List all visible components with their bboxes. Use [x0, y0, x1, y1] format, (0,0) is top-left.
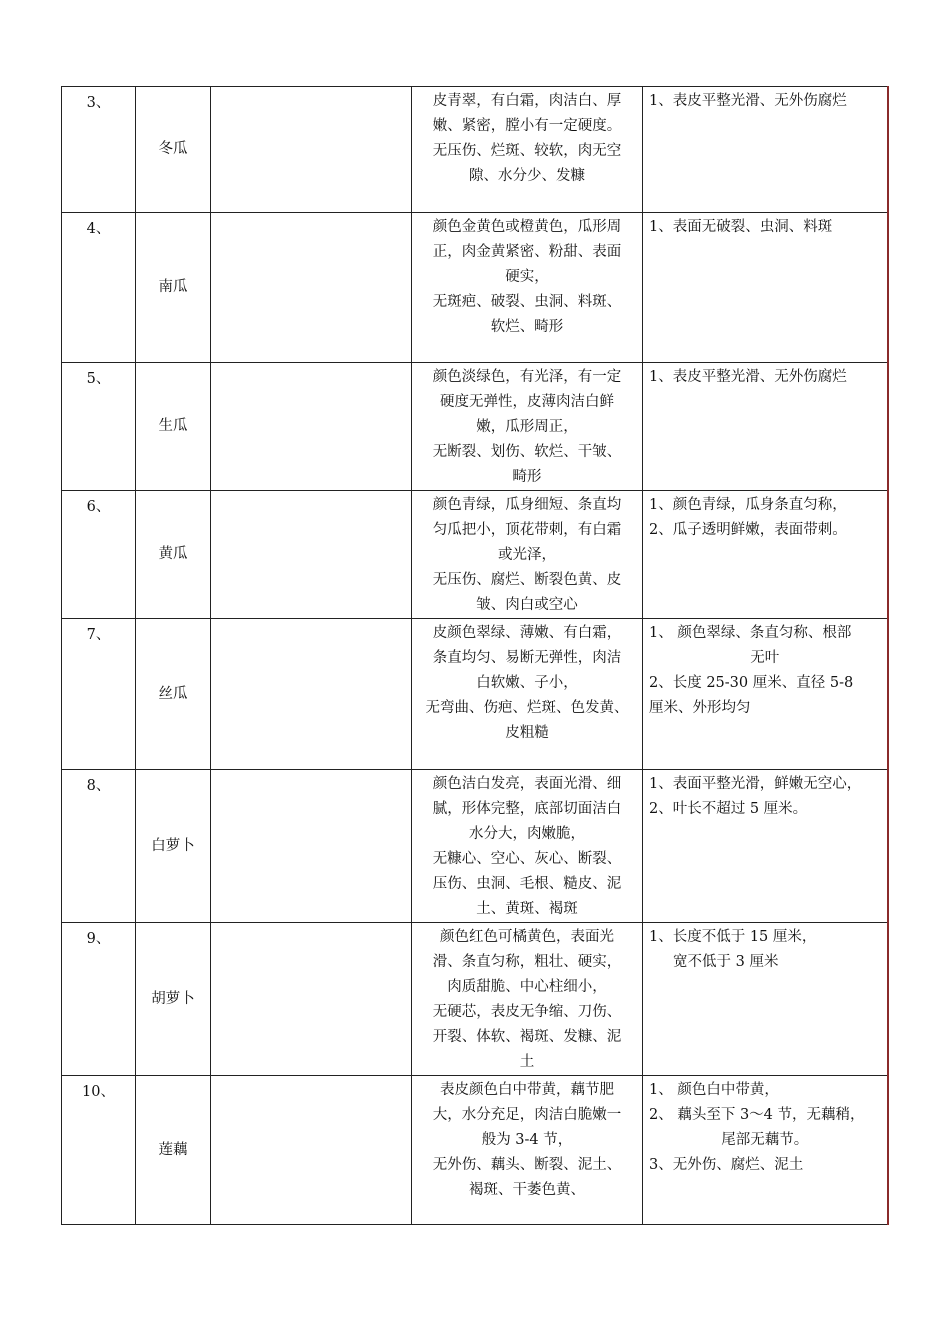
row-number: 10、: [62, 1076, 136, 1225]
desc-line: 畸形: [512, 469, 542, 485]
desc-line: 白软嫩、子小，: [476, 675, 578, 691]
req-line: 1、表皮平整光滑、无外伤腐烂: [649, 93, 847, 109]
table-row: [62, 923, 888, 1076]
desc-line: 无弯曲、伤疤、烂斑、色发黄、: [425, 700, 629, 716]
produce-standard-table: [61, 86, 889, 1225]
desc-line: 褐斑、干萎色黄、: [469, 1182, 585, 1198]
desc-line: 软烂、畸形: [490, 319, 564, 335]
req-line: 1、表面平整光滑，鲜嫩无空心，: [649, 776, 862, 792]
desc-line: 大，水分充足，肉洁白脆嫩一: [432, 1107, 622, 1123]
requirement-cell: [643, 923, 888, 1076]
table-row: [62, 213, 888, 363]
vegetable-name: 生瓜: [136, 363, 211, 491]
req-line: 1、 颜色白中带黄，: [649, 1082, 779, 1098]
requirement-cell: [643, 619, 888, 770]
quality-description: [412, 1076, 643, 1225]
desc-line: 无斑疤、破裂、虫洞、料斑、: [432, 294, 622, 310]
desc-line: 颜色淡绿色，有光泽，有一定: [432, 369, 622, 385]
table-row: [62, 770, 888, 923]
vegetable-name: 冬瓜: [136, 87, 211, 213]
desc-line: 腻，形体完整，底部切面洁白: [432, 801, 622, 817]
quality-description: [412, 213, 643, 363]
desc-line: 无压伤、烂斑、较软，肉无空: [432, 143, 622, 159]
vegetable-name: 莲藕: [136, 1076, 211, 1225]
desc-line: 隙、水分少、发糠: [469, 168, 585, 184]
row-number: 8、: [62, 770, 136, 923]
req-line: 2、 藕头至下 3～4 节，无藕稍，: [649, 1107, 865, 1123]
table-row: [62, 363, 888, 491]
desc-line: 嫩，瓜形周正，: [476, 419, 578, 435]
desc-line: 般为 3-4 节，: [481, 1132, 573, 1148]
vegetable-name: 黄瓜: [136, 491, 211, 619]
desc-line: 无糠心、空心、灰心、断裂、: [432, 851, 622, 867]
desc-line: 正，肉金黄紧密、粉甜、表面: [432, 244, 622, 260]
req-line: 1、表面无破裂、虫洞、料斑: [649, 219, 833, 235]
row-number: 7、: [62, 619, 136, 770]
row-number: 6、: [62, 491, 136, 619]
req-line: 2、叶长不超过 5 厘米。: [649, 801, 808, 817]
row-number: 4、: [62, 213, 136, 363]
requirement-cell: [643, 213, 888, 363]
desc-line: 肉质甜脆、中心柱细小，: [447, 979, 607, 995]
desc-line: 土: [519, 1054, 535, 1070]
empty-cell: [211, 619, 412, 770]
desc-line: 硬实，: [505, 269, 549, 285]
desc-line: 皮颜色翠绿、薄嫩、有白霜，: [432, 625, 622, 641]
req-line: 宽不低于 3 厘米: [673, 954, 779, 970]
vegetable-name: 胡萝卜: [136, 923, 211, 1076]
empty-cell: [211, 87, 412, 213]
desc-line: 嫩、紧密，膛小有一定硬度。: [432, 118, 622, 134]
desc-line: 颜色金黄色或橙黄色，瓜形周: [432, 219, 622, 235]
desc-line: 滑、条直匀称，粗壮、硬实，: [432, 954, 622, 970]
desc-line: 无断裂、划伤、软烂、干皱、: [432, 444, 622, 460]
vegetable-name: 丝瓜: [136, 619, 211, 770]
req-line: 1、 颜色翠绿、条直匀称、根部: [649, 625, 852, 641]
req-line: 1、长度不低于 15 厘米，: [649, 929, 817, 945]
desc-line: 颜色青绿，瓜身细短、条直均: [432, 497, 622, 513]
requirement-cell: [643, 770, 888, 923]
empty-cell: [211, 363, 412, 491]
table-row: [62, 619, 888, 770]
desc-line: 土、黄斑、褐斑: [476, 901, 578, 917]
vegetable-name: 南瓜: [136, 213, 211, 363]
req-line: 尾部无藕节。: [721, 1132, 809, 1148]
row-number: 3、: [62, 87, 136, 213]
desc-line: 皮青翠，有白霜，肉洁白、厚: [432, 93, 622, 109]
desc-line: 无压伤、腐烂、断裂色黄、皮: [432, 572, 622, 588]
empty-cell: [211, 770, 412, 923]
desc-line: 皮粗糙: [505, 725, 549, 741]
desc-line: 无外伤、藕头、断裂、泥土、: [432, 1157, 622, 1173]
empty-cell: [211, 213, 412, 363]
desc-line: 条直均匀、易断无弹性，肉洁: [432, 650, 622, 666]
desc-line: 皱、肉白或空心: [476, 597, 578, 613]
quality-description: [412, 619, 643, 770]
quality-description: [412, 491, 643, 619]
table-row: [62, 491, 888, 619]
req-line: 厘米、外形均匀: [649, 700, 751, 716]
req-line: 无叶: [750, 650, 780, 666]
desc-line: 无硬芯，表皮无争缩、刀伤、: [432, 1004, 622, 1020]
requirement-cell: [643, 1076, 888, 1225]
empty-cell: [211, 1076, 412, 1225]
req-line: 1、表皮平整光滑、无外伤腐烂: [649, 369, 847, 385]
row-number: 5、: [62, 363, 136, 491]
desc-line: 匀瓜把小，顶花带刺，有白霜: [432, 522, 622, 538]
req-line: 1、颜色青绿，瓜身条直匀称，: [649, 497, 847, 513]
requirement-cell: [643, 87, 888, 213]
desc-line: 颜色红色可橘黄色，表面光: [440, 929, 614, 945]
desc-line: 硬度无弹性，皮薄肉洁白鲜: [440, 394, 614, 410]
req-line: 3、无外伤、腐烂、泥土: [649, 1157, 804, 1173]
requirement-cell: [643, 491, 888, 619]
desc-line: 或光泽，: [498, 547, 556, 563]
quality-description: [412, 363, 643, 491]
table-row: [62, 87, 888, 213]
desc-line: 表皮颜色白中带黄，藕节肥: [440, 1082, 614, 1098]
empty-cell: [211, 923, 412, 1076]
desc-line: 开裂、体软、褐斑、发糠、泥: [432, 1029, 622, 1045]
empty-cell: [211, 491, 412, 619]
desc-line: 水分大，肉嫩脆，: [469, 826, 585, 842]
row-number: 9、: [62, 923, 136, 1076]
req-line: 2、长度 25-30 厘米、直径 5-8: [649, 675, 854, 691]
vegetable-name: 白萝卜: [136, 770, 211, 923]
desc-line: 压伤、虫洞、毛根、糙皮、泥: [432, 876, 622, 892]
requirement-cell: [643, 363, 888, 491]
table-row: [62, 1076, 888, 1225]
req-line: 2、瓜子透明鲜嫩，表面带刺。: [649, 522, 847, 538]
desc-line: 颜色洁白发亮，表面光滑、细: [432, 776, 622, 792]
quality-description: [412, 923, 643, 1076]
quality-description: [412, 770, 643, 923]
quality-description: [412, 87, 643, 213]
